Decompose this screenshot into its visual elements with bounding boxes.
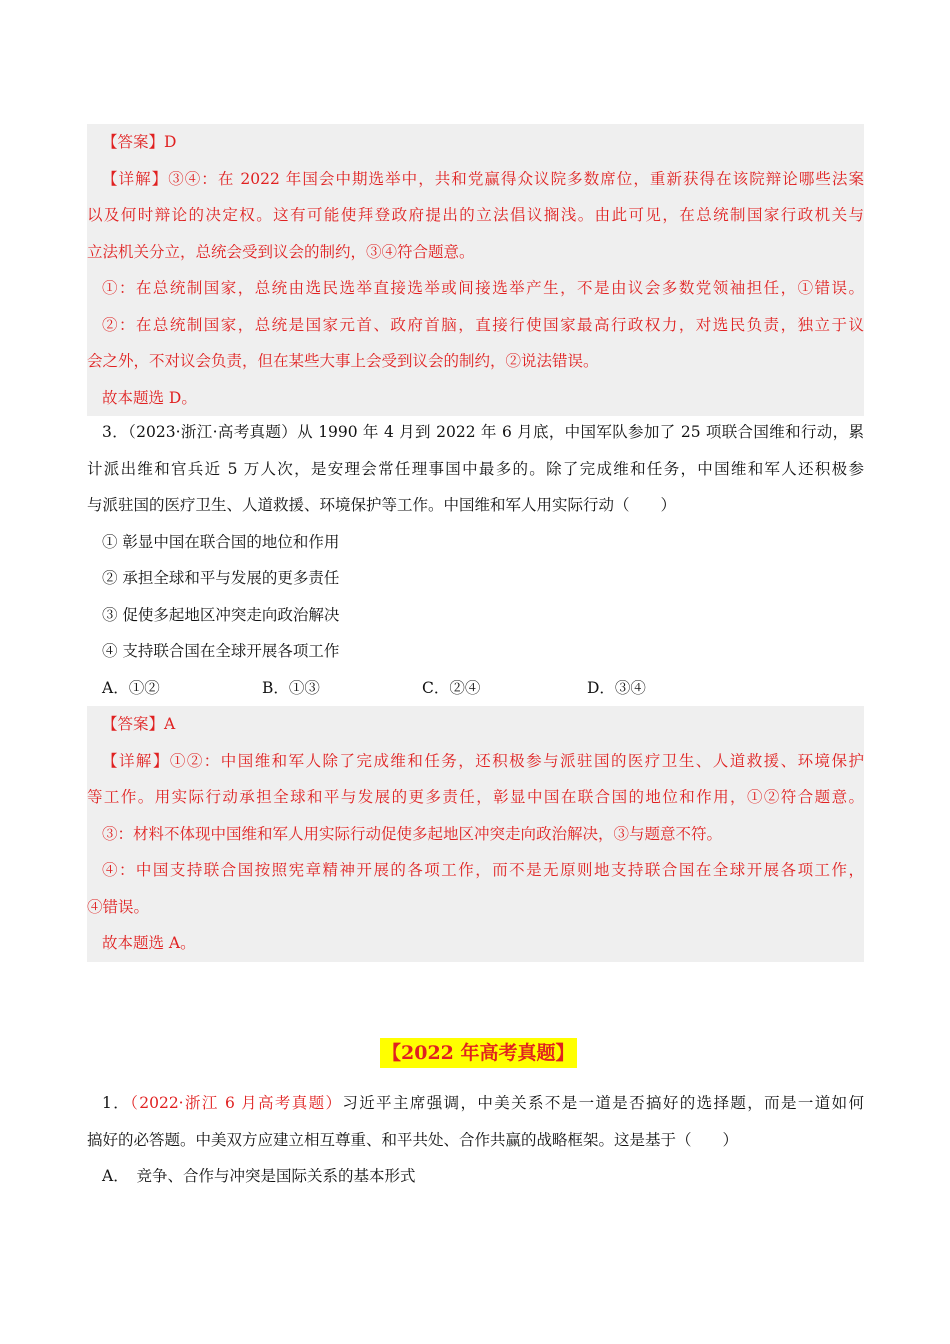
option-c: C．②④ — [422, 678, 481, 697]
detail-line: 立法机关分立，总统会受到议会的制约，③④符合题意。 — [87, 242, 475, 261]
detail-line: 等工作。用实际行动承担全球和平与发展的更多责任，彰显中国在联合国的地位和作用，①②符合题意。 — [87, 788, 864, 806]
question-3 — [87, 414, 864, 706]
detail-line: 【详解】③④：在 2022 年国会中期选举中，共和党赢得众议院多数席位，重新获得在该院辩论哪些法案 — [102, 169, 864, 188]
detail-line: 以及何时辩论的决定权。这有可能使拜登政府提出的立法倡议搁浅。由此可见，在总统制国家行政机关与 — [87, 206, 864, 224]
option-d: D．③④ — [587, 678, 646, 697]
detail-line: ①：在总统制国家，总统由选民选举直接选举或间接选举产生，不是由议会多数党领袖担任，①错误。 — [102, 279, 864, 297]
option-a: A． 竞争、合作与冲突是国际关系的基本形式 — [102, 1167, 416, 1185]
conclusion: 故本题选 A。 — [102, 934, 196, 952]
detail-line: 会之外，不对议会负责，但在某些大事上会受到议会的制约，②说法错误。 — [87, 352, 599, 370]
question-stem-text: 习近平主席强调，中美关系不是一道是否搞好的选择题，而是一道如何 — [342, 1094, 864, 1112]
answer-label: 【答案】A — [102, 715, 176, 733]
detail-line: ②：在总统制国家，总统是国家元首、政府首脑，直接行使国家最高行政权力，对选民负责，独立于议 — [102, 315, 864, 334]
detail-line: ④：中国支持联合国按照宪章精神开展的各项工作，而不是无原则地支持联合国在全球开展各项工作， — [102, 861, 864, 879]
statement-item: ② 承担全球和平与发展的更多责任 — [102, 569, 340, 587]
option-row — [87, 670, 864, 707]
option-a: A．①② — [102, 678, 160, 697]
question-stem-line: 计派出维和官兵近 5 万人次，是安理会常任理事国中最多的。除了完成维和任务，中国维和军人还积极参 — [87, 459, 864, 478]
detail-line: ④错误。 — [87, 897, 150, 916]
statement-item: ③ 促使多起地区冲突走向政治解决 — [102, 605, 340, 624]
question-stem-line: 3．（2023·浙江·高考真题）从 1990 年 4 月到 2022 年 6 月底，中国军队参加了 25 项联合国维和行动，累 — [102, 423, 864, 441]
answer-label: 【答案】D — [102, 133, 177, 151]
question-stem-line: 与派驻国的医疗卫生、人道救援、环境保护等工作。中国维和军人用实际行动（ ） — [87, 496, 677, 514]
detail-line: 【详解】①②：中国维和军人除了完成维和任务，还积极参与派驻国的医疗卫生、人道救援、环境保护 — [102, 751, 864, 770]
answer-box-q2 — [87, 124, 864, 416]
answer-box-q3 — [87, 706, 864, 962]
question-stem-line: 搞好的必答题。中美双方应建立相互尊重、和平共处、合作共赢的战略框架。这是基于（ ） — [87, 1130, 739, 1149]
statement-item: ④ 支持联合国在全球开展各项工作 — [102, 642, 340, 660]
option-b: B．①③ — [262, 678, 320, 697]
conclusion: 故本题选 D。 — [102, 388, 197, 407]
section-heading: 【2022 年高考真题】 — [380, 1038, 577, 1068]
question-2022-1 — [87, 1085, 864, 1195]
question-stem-line — [87, 1085, 864, 1122]
statement-item: ① 彰显中国在联合国的地位和作用 — [102, 532, 340, 551]
question-number: 1． — [102, 1094, 131, 1112]
question-source: （2022·浙江 6 月高考真题） — [130, 1094, 343, 1112]
detail-line: ③：材料不体现中国维和军人用实际行动促使多起地区冲突走向政治解决，③与题意不符。 — [102, 824, 723, 843]
